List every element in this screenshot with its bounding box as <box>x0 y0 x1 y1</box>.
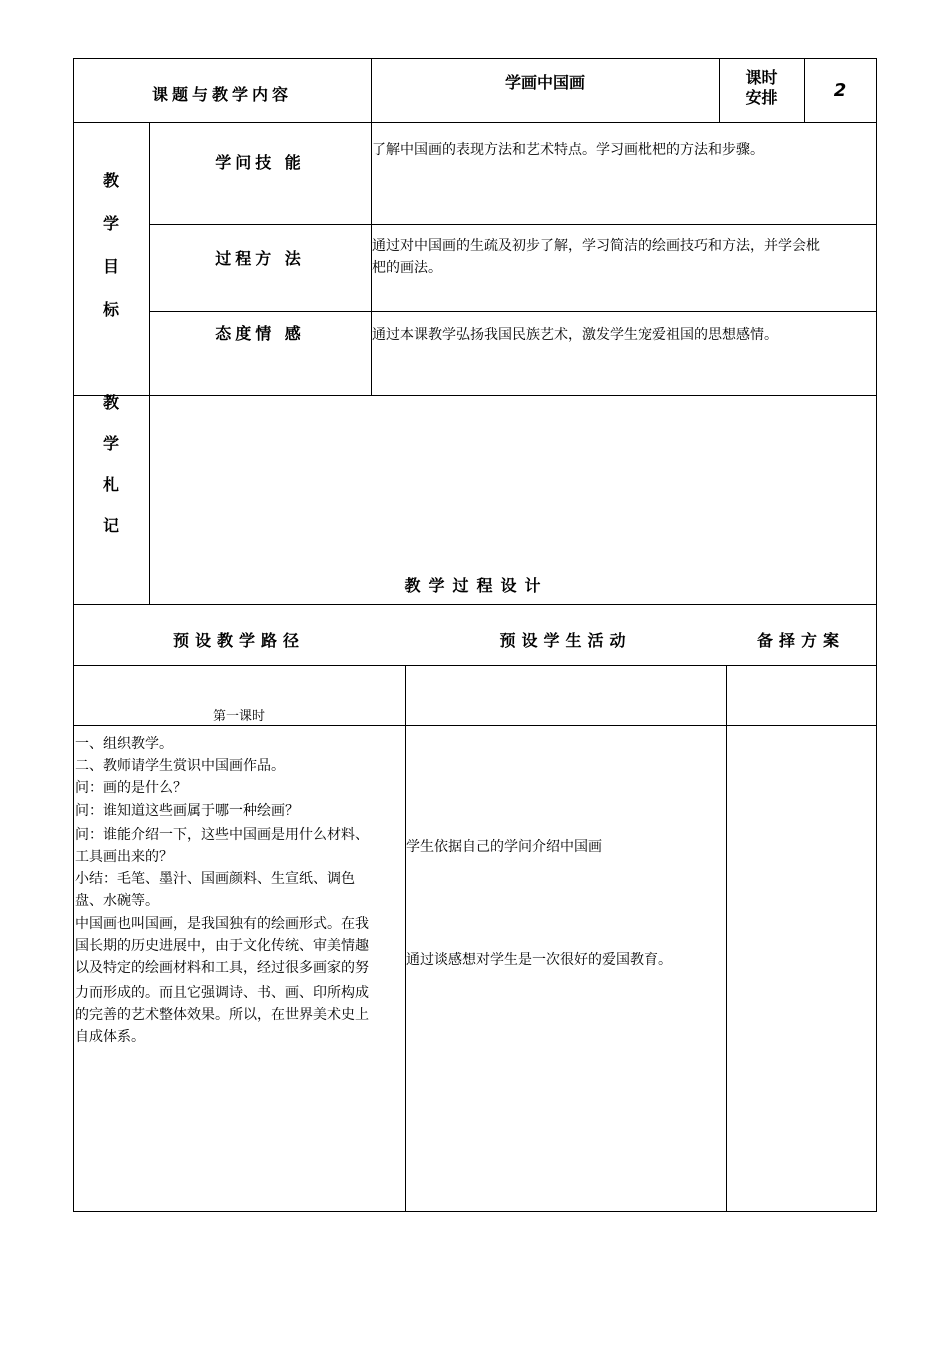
lesson-label: 第一课时 <box>212 709 265 724</box>
hours-label <box>719 68 804 108</box>
student-activity-2: 通过谈感想对学生是一次很好的爱国教育。 <box>406 952 672 968</box>
notes-label-char: 札 <box>102 475 119 494</box>
objective-label-knowledge: 学问技 能 <box>215 153 305 172</box>
teaching-path-text <box>75 733 405 1048</box>
process-title: 教学过程设计 <box>404 576 549 595</box>
objective-text-knowledge: 了解中国画的表现方法和艺术特点。学习画枇杷的方法和步骤。 <box>372 142 764 158</box>
objectives-label-char: 教 <box>102 171 119 190</box>
objective-label-process: 过程方 法 <box>215 249 305 268</box>
teaching-path-line: 小结：毛笔、墨汁、国画颜料、生宣纸、调色 <box>75 871 355 887</box>
process-lesson-divider <box>73 725 877 726</box>
teaching-path-line: 以及特定的绘画材料和工具，经过很多画家的努 <box>75 960 369 976</box>
objectives-label-char: 目 <box>102 257 119 276</box>
notes-label-char: 学 <box>102 434 119 453</box>
objective-text-process-line: 杷的画法。 <box>372 260 442 276</box>
notes-section-label <box>73 390 149 554</box>
objectives-label-char: 学 <box>102 214 119 233</box>
hours-label-line-2: 安排 <box>745 88 778 107</box>
hours-value: 2 <box>833 80 847 101</box>
topic-value: 学画中国画 <box>504 73 585 92</box>
notes-label-char: 教 <box>102 393 119 412</box>
objectives-section-label <box>73 168 149 340</box>
objective-label-attitude: 态度情 感 <box>215 324 305 343</box>
process-col-divider-2 <box>726 665 727 1212</box>
teaching-path-line: 工具画出来的？ <box>75 849 173 865</box>
topic-label: 课题与教学内容 <box>151 85 292 104</box>
teaching-path-line: 力而形成的。而且它强调诗、书、画、印所构成 <box>75 985 369 1001</box>
objectives-label-divider <box>149 122 150 605</box>
teaching-path-line: 国长期的历史进展中，由于文化传统、审美情趣 <box>75 938 369 954</box>
process-header-divider <box>73 665 877 666</box>
student-activity-1: 学生依据自己的学问介绍中国画 <box>406 839 602 855</box>
teaching-path-line: 自成体系。 <box>75 1029 145 1045</box>
table-border-top <box>73 58 877 59</box>
teaching-path-line: 二、教师请学生赏识中国画作品。 <box>75 758 285 774</box>
header-row-divider <box>73 122 877 123</box>
table-border-bottom <box>73 1211 877 1212</box>
objective-text-process <box>372 235 874 279</box>
column-header-student-activity: 预设学生活动 <box>499 631 632 650</box>
teaching-path-line: 一、组织教学。 <box>75 736 173 752</box>
objectives-label-char: 标 <box>102 300 119 319</box>
objective-text-process-line: 通过对中国画的生疏及初步了解，学习简洁的绘画技巧和方法，并学会枇 <box>372 238 820 254</box>
process-col-divider-1 <box>405 665 406 1212</box>
hours-label-line-1: 课时 <box>745 68 778 87</box>
objectives-bottom-divider <box>73 395 877 396</box>
column-header-alternatives: 备择方案 <box>756 631 845 650</box>
column-header-teaching-path: 预设教学路径 <box>172 631 305 650</box>
notes-label-char: 记 <box>102 516 119 535</box>
teaching-path-line: 问：谁能介绍一下，这些中国画是用什么材料、 <box>75 827 369 843</box>
objective-text-attitude: 通过本课教学弘扬我国民族艺术，激发学生宠爱祖国的思想感情。 <box>372 327 778 343</box>
teaching-path-line: 盘、水碗等。 <box>75 893 159 909</box>
objectives-row-divider-1 <box>149 224 877 225</box>
teaching-path-line: 问：谁知道这些画属于哪一种绘画？ <box>75 803 299 819</box>
process-title-divider <box>73 604 877 605</box>
teaching-path-line: 的完善的艺术整体效果。所以，在世界美术史上 <box>75 1007 369 1023</box>
teaching-path-line: 中国画也叫国画，是我国独有的绘画形式。在我 <box>75 916 369 932</box>
teaching-path-line: 问：画的是什么？ <box>75 780 187 796</box>
objectives-row-divider-2 <box>149 311 877 312</box>
table-border-right <box>876 58 877 1212</box>
